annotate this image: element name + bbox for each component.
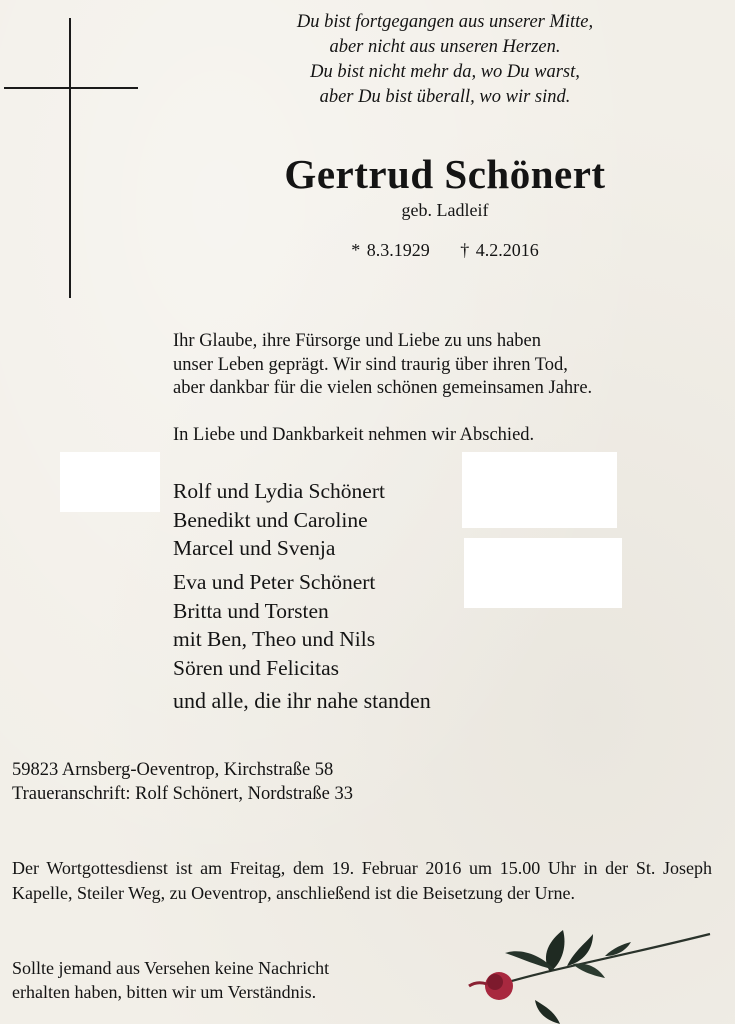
redaction-box — [60, 452, 160, 512]
family-member: mit Ben, Theo und Nils — [173, 627, 376, 651]
deceased-name: Gertrud Schönert — [284, 151, 606, 197]
death-date: † 4.2.2016 — [460, 240, 539, 260]
family-member: Britta und Torsten — [173, 598, 329, 623]
family-member: Eva und Peter Schönert — [173, 570, 376, 594]
address-line: Traueranschrift: Rolf Schönert, Nordstraße 33 — [12, 784, 353, 804]
notice-line: erhalten haben, bitten wir um Verständnis. — [12, 982, 317, 1002]
family-member: Rolf und Lydia Schönert — [173, 479, 385, 503]
family-member: Sören und Felicitas — [173, 655, 340, 680]
notice-line: Sollte jemand aus Versehen keine Nachricht — [12, 958, 330, 978]
service-info: Der Wortgottesdienst ist am Freitag, dem 19. Februar 2016 um 15.00 Uhr in der St. Joseph Kapelle, Steiler Weg, zu Oeventrop, anschließend ist die Beisetzung der Urne. — [12, 858, 712, 903]
family-member: Benedikt und Caroline — [173, 507, 368, 532]
notice-block — [12, 956, 452, 1004]
birth-date: * 8.3.1929 — [351, 240, 430, 260]
tribute-line: unser Leben geprägt. Wir sind traurig über ihren Tod, — [173, 354, 568, 375]
cross-icon-horizontal — [4, 87, 138, 89]
closing-line: und alle, die ihr nahe standen — [173, 688, 431, 713]
poem-line: Du bist nicht mehr da, wo Du warst, — [310, 62, 580, 82]
address-line: 59823 Arnsberg-Oeventrop, Kirchstraße 58 — [12, 760, 334, 780]
maiden-name: geb. Ladleif — [401, 200, 489, 220]
rose-icon — [455, 920, 725, 1024]
poem-line: aber Du bist überall, wo wir sind. — [319, 87, 571, 107]
farewell-line: In Liebe und Dankbarkeit nehmen wir Abschied. — [173, 425, 535, 445]
poem-line: aber nicht aus unseren Herzen. — [329, 37, 561, 57]
family-group-1 — [173, 477, 693, 563]
poem-line: Du bist fortgegangen aus unserer Mitte, — [296, 12, 594, 32]
address-block — [12, 758, 712, 806]
family-group-2 — [173, 568, 693, 682]
cross-icon-vertical — [69, 18, 71, 298]
tribute-paragraph — [173, 330, 713, 401]
family-member: Marcel und Svenja — [173, 536, 336, 560]
tribute-line: aber dankbar für die vielen schönen gemeinsamen Jahre. — [173, 378, 593, 398]
tribute-line: Ihr Glaube, ihre Fürsorge und Liebe zu uns haben — [173, 331, 542, 351]
poem — [230, 10, 660, 110]
life-dates — [230, 240, 660, 261]
